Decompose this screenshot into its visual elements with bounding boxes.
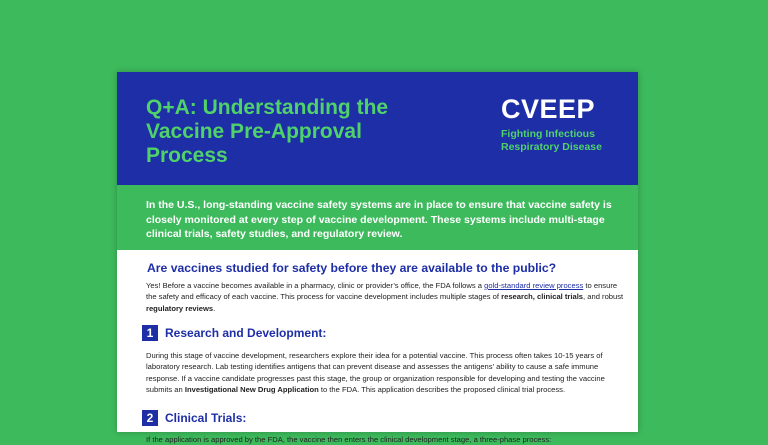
brand-logo [501, 94, 631, 154]
section-heading [142, 410, 246, 426]
answer-text: to ensure the safety and efficacy of each vaccine. This process for vaccine development includes multiple stages of [146, 281, 618, 302]
question-heading: Are vaccines studied for safety before they are available to the public? [147, 261, 557, 275]
document-title: Q+A: Understanding the Vaccine Pre-Approval Process [146, 96, 389, 167]
gold-standard-link[interactable]: gold-standard review process [484, 281, 584, 290]
section-title: Research and Development: [165, 326, 327, 340]
answer-bold: regulatory reviews [146, 303, 214, 313]
section-text: During this stage of vaccine development, researchers explore their idea for a potential vaccine. This process often takes 10-15 years of laboratory research. Lab testing identifies antigens that can prevent disease and assesses the antigens’ ability to cause a safe immune response. If a vaccine candidate progresses past this stage, the group or organization responsible for developing and testing the vaccine submits an [146, 351, 605, 395]
section-paragraph [146, 434, 626, 445]
brand-tagline: Fighting Infectious Respiratory Disease [501, 128, 602, 153]
answer-bold: research, clinical trials [501, 292, 584, 302]
brand-name: CVEEP [501, 94, 596, 124]
document-header [117, 72, 638, 185]
section-number-badge: 1 [142, 325, 158, 341]
answer-text: , and robust [583, 292, 624, 302]
section-title: Clinical Trials: [165, 411, 247, 425]
answer-text: Yes! Before a vaccine becomes available in a pharmacy, clinic or provider’s office, the FDA follows a [146, 281, 485, 290]
document-page [117, 72, 638, 444]
section-bold: Investigational New Drug Application [184, 385, 319, 395]
section-number-badge: 2 [142, 410, 158, 426]
intro-band [117, 185, 638, 250]
section-paragraph [146, 350, 626, 396]
section-text: to the FDA. This application describes the proposed clinical trial process. [318, 385, 566, 395]
section-heading [142, 325, 326, 341]
answer-paragraph [146, 280, 626, 314]
section-text: If the application is approved by the FDA, the vaccine then enters the clinical development stage, a three-phase process: [146, 435, 552, 444]
intro-text: In the U.S., long-standing vaccine safety systems are in place to ensure that vaccine safety is closely monitored at every step of vaccine development. These systems include multi-stage clinical trials, safety studies, and regulatory review. [146, 199, 612, 240]
answer-text: . [213, 303, 216, 313]
